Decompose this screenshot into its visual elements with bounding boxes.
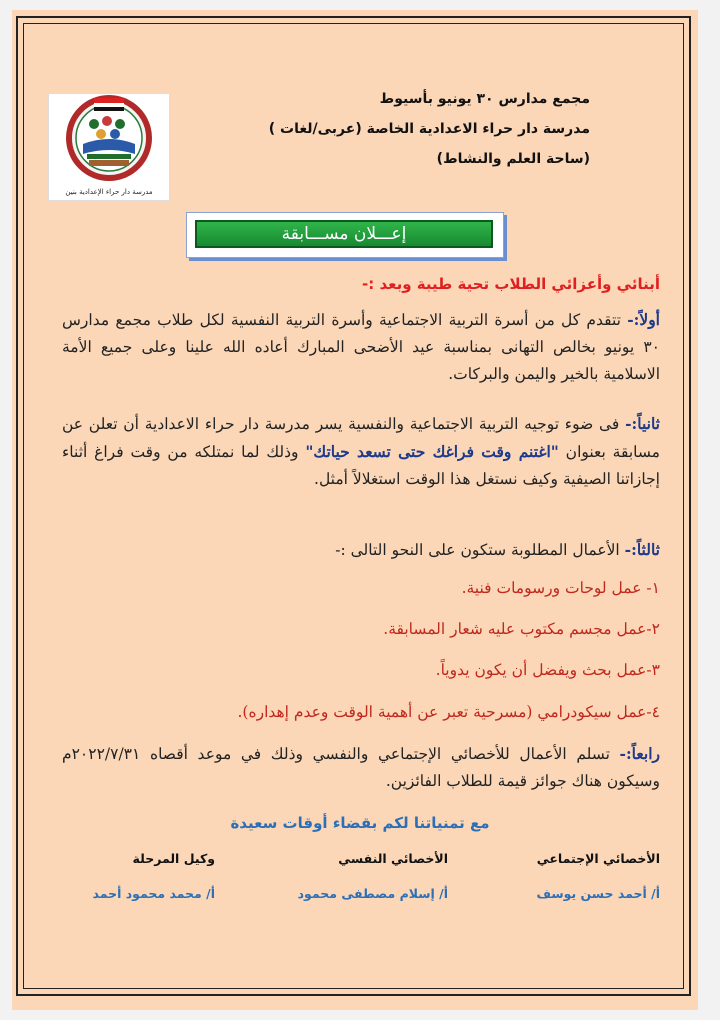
- school-slogan: (ساحة العلم والنشاط): [436, 151, 590, 167]
- section-second-text-a: فى ضوء توجيه التربية الاجتماعية والنفسية يسر مدرسة دار حراء الاعدادية أن تعلن عن مسابقة بعنوان: [62, 415, 660, 461]
- school-logo: [48, 93, 170, 201]
- signature-name-psych: أ/ إسلام مصطفى محمود: [297, 886, 448, 901]
- signature-title-psych: الأخصائي النفسي: [338, 851, 448, 866]
- section-third-text: الأعمال المطلوبة ستكون على النحو التالى :-: [335, 541, 625, 559]
- section-second: [62, 410, 660, 493]
- signature-name-deputy: أ/ محمد محمود أحمد: [92, 886, 215, 901]
- section-third: [62, 536, 660, 564]
- greeting: أبنائي وأعزائي الطلاب تحية طيبة وبعد :-: [362, 275, 660, 293]
- closing-wish: مع تمنياتنا لكم بقضاء أوقات سعيدة: [230, 814, 490, 832]
- logo-caption: مدرسة دار حراء الإعدادية بنين: [65, 188, 153, 196]
- list-item: ٤-عمل سيكودرامي (مسرحية تعبر عن أهمية الوقت وعدم إهداره).: [237, 703, 660, 721]
- complex-name: مجمع مدارس ٣٠ يونيو بأسيوط: [379, 91, 590, 107]
- signature-title-social: الأخصائي الإجتماعي: [536, 851, 660, 866]
- signature-name-social: أ/ أحمد حسن يوسف: [536, 886, 660, 901]
- announcement-banner: [186, 212, 504, 258]
- school-name: مدرسة دار حراء الاعدادية الخاصة (عربى/لغات ): [268, 121, 590, 137]
- section-fourth: [62, 740, 660, 795]
- competition-title: "اغتنم وقت فراغك حتى تسعد حياتك": [305, 442, 559, 461]
- list-item: ٣-عمل بحث ويفضل أن يكون يدوياً.: [435, 661, 660, 679]
- list-item: ٢-عمل مجسم مكتوب عليه شعار المسابقة.: [383, 620, 660, 638]
- section-first: [62, 306, 660, 388]
- section-first-label: أولاً:-: [627, 310, 660, 329]
- section-fourth-text: تسلم الأعمال للأخصائي الإجتماعي والنفسي وذلك في موعد أقصاه ٢٠٢٢/٧/٣١م وسيكون هناك جوائز قيمة للطلاب الفائزين.: [62, 745, 660, 790]
- section-second-text-b: وذلك لما نمتلكه من وقت فراغ أثناء إجازاتنا الصيفية وكيف نستغل هذا الوقت استغلالاً أمثل.: [62, 443, 660, 488]
- section-fourth-label: رابعاً:-: [619, 744, 660, 763]
- section-third-label: ثالثاً:-: [624, 540, 660, 559]
- list-item: ١- عمل لوحات ورسومات فنية.: [461, 579, 660, 597]
- section-first-text: تتقدم كل من أسرة التربية الاجتماعية وأسرة التربية النفسية لكل طلاب مجمع مدارس ٣٠ يونيو بخالص التهانى بمناسبة عيد الأضحى المبارك أعاده الله علينا وعلى جميع الأمة الاسلامية بالخير واليمن والبركات.: [62, 311, 660, 383]
- section-second-label: ثانياً:-: [625, 414, 660, 433]
- signature-title-deputy: وكيل المرحلة: [132, 851, 215, 866]
- announcement-title: إعـــلان مســـابقة: [195, 220, 493, 248]
